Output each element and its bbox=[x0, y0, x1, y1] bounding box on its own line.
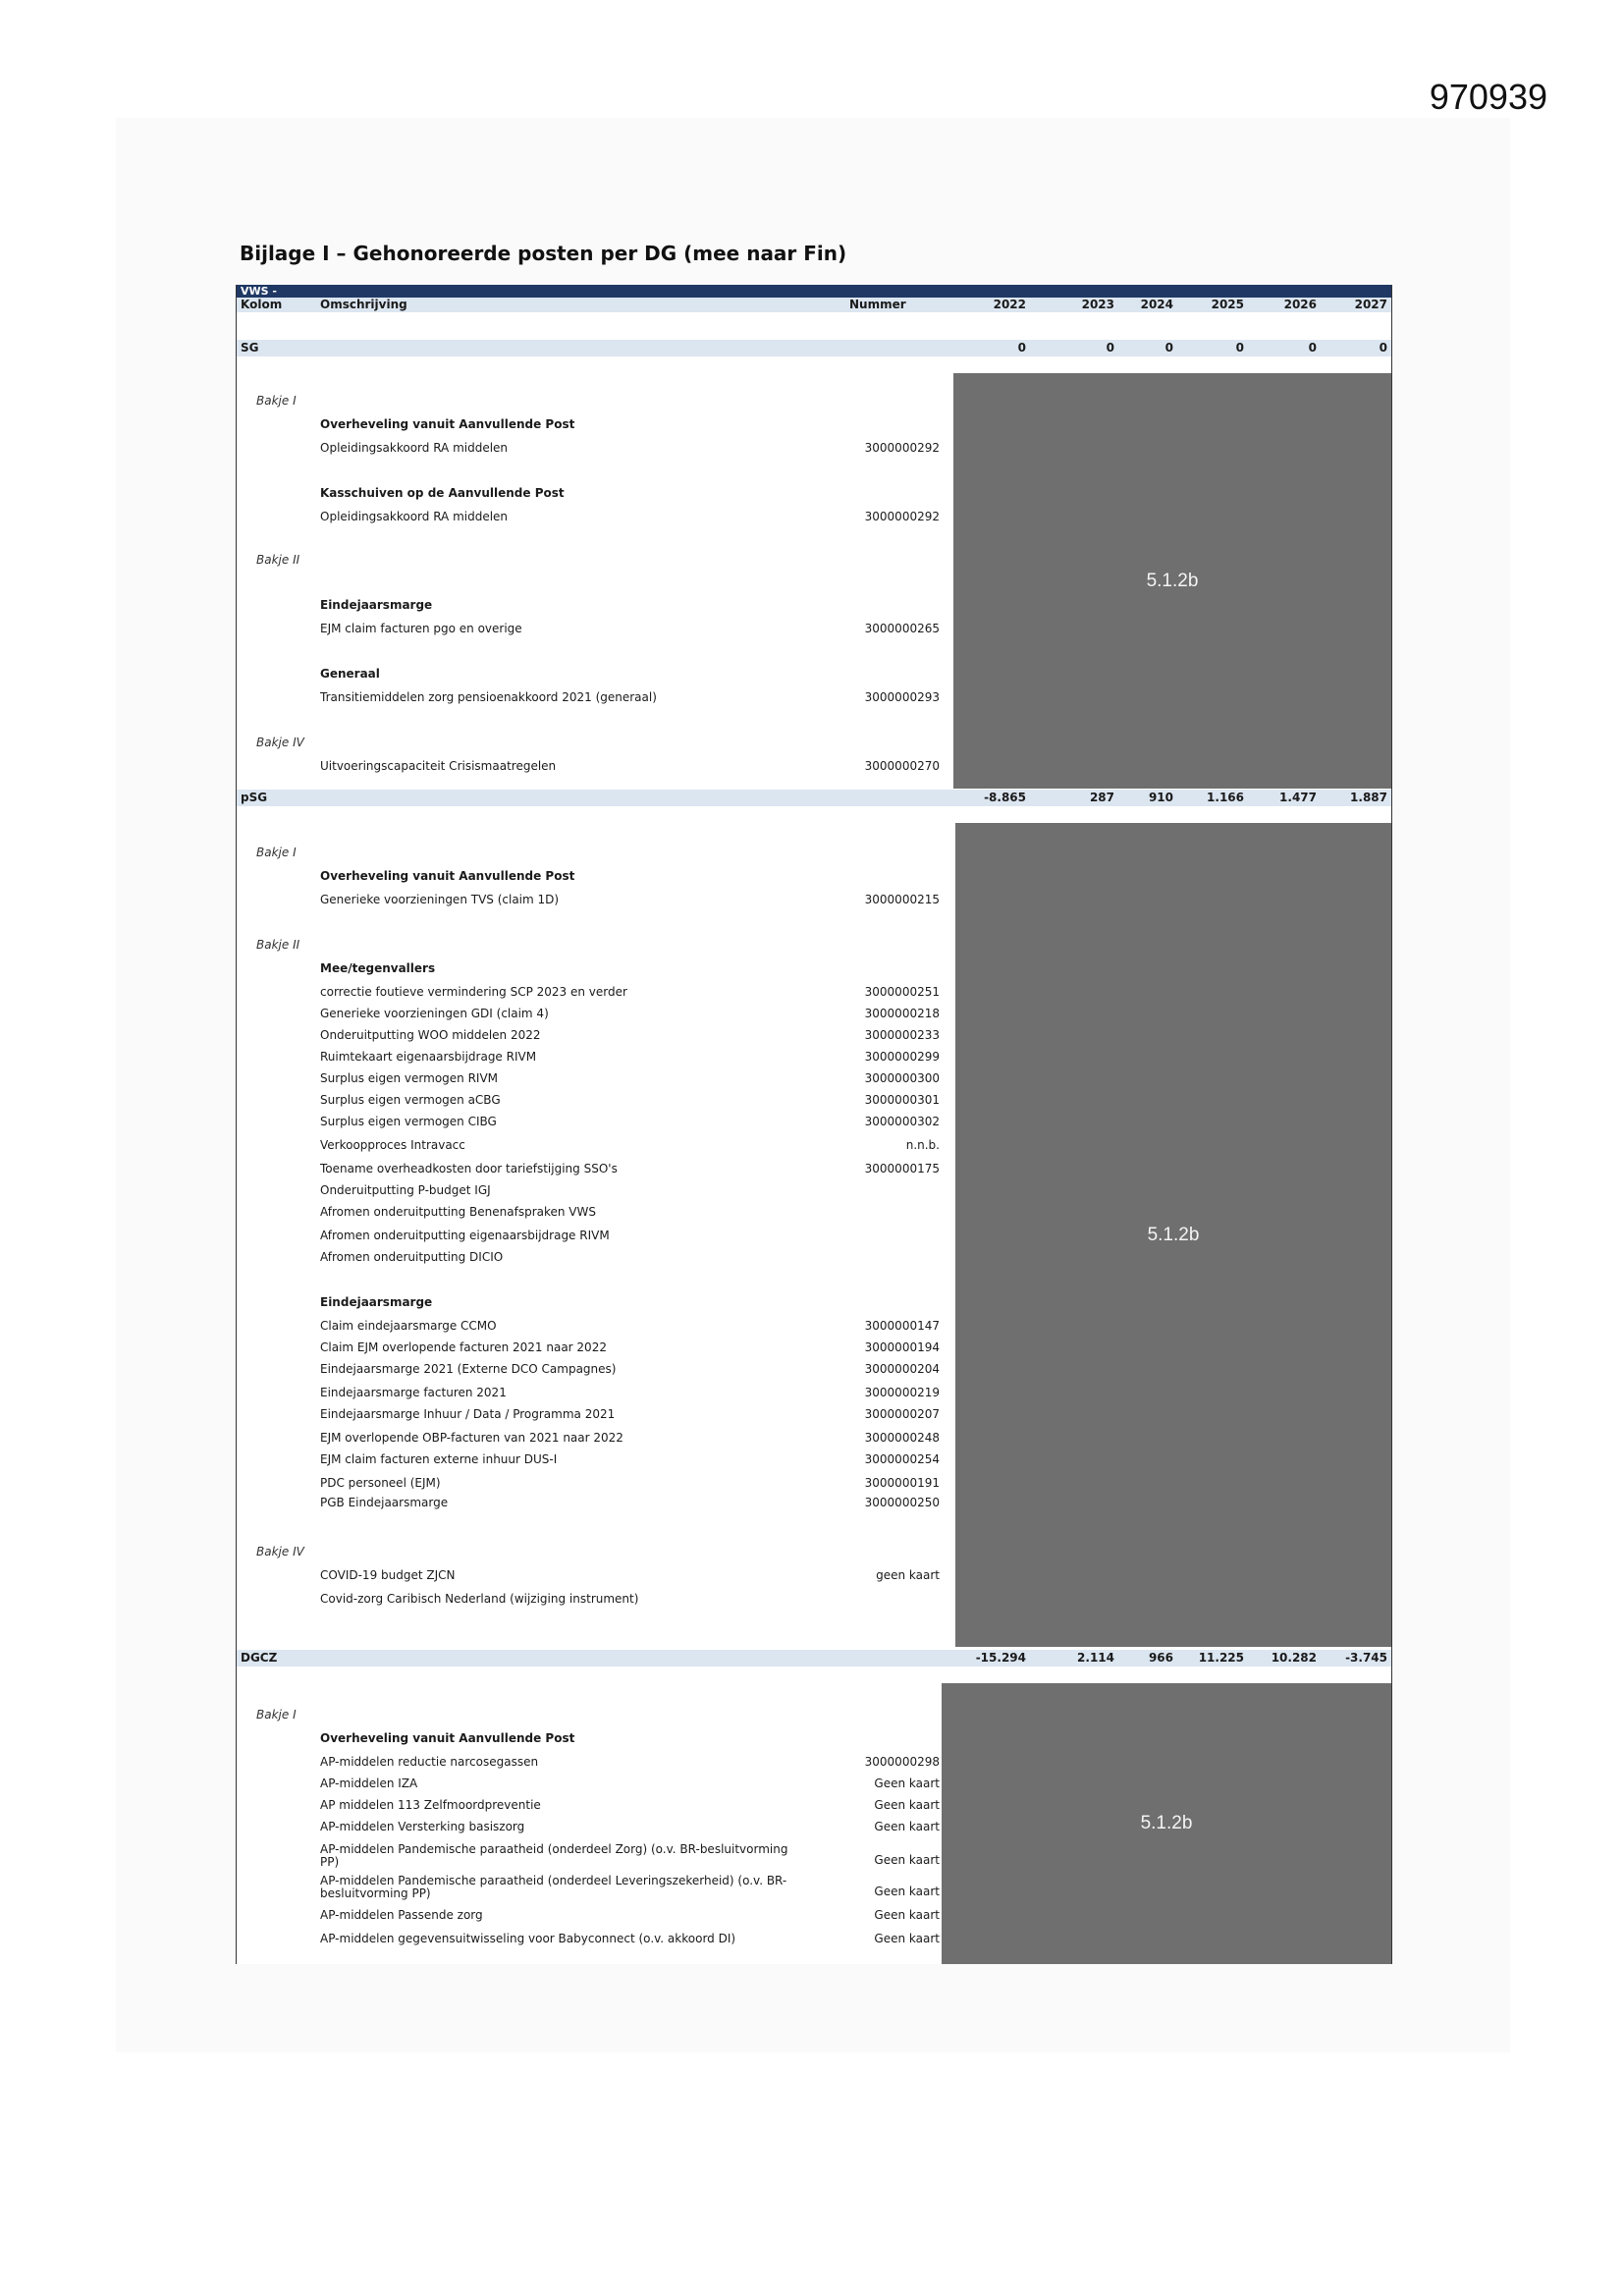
row-nummer: 3000000254 bbox=[864, 1452, 940, 1466]
row-description: COVID-19 budget ZJCN bbox=[320, 1568, 456, 1582]
row-nummer: 3000000194 bbox=[864, 1340, 940, 1354]
section-total-2022: 0 bbox=[1017, 341, 1026, 355]
row-nummer: Geen kaart bbox=[874, 1885, 940, 1898]
row-description: Generieke voorzieningen GDI (claim 4) bbox=[320, 1007, 549, 1020]
row-description: PDC personeel (EJM) bbox=[320, 1476, 441, 1490]
row-nummer: 3000000219 bbox=[864, 1386, 940, 1399]
row-nummer: 3000000250 bbox=[864, 1496, 940, 1509]
table-header-row bbox=[237, 298, 1391, 312]
header-year-2023: 2023 bbox=[1081, 298, 1114, 311]
bakje-text: Bakje I bbox=[256, 846, 297, 859]
row-description: correctie foutieve vermindering SCP 2023 en verder bbox=[320, 985, 627, 999]
section-name: SG bbox=[241, 341, 259, 355]
row-nummer: 3000000298 bbox=[864, 1755, 940, 1769]
row-nummer: geen kaart bbox=[876, 1568, 940, 1582]
redaction-label: 5.1.2b bbox=[1146, 570, 1199, 591]
group-text: Overheveling vanuit Aanvullende Post bbox=[320, 417, 575, 431]
row-description: Surplus eigen vermogen aCBG bbox=[320, 1093, 501, 1107]
row-description: Toename overheadkosten door tariefstijging SSO's bbox=[320, 1162, 618, 1175]
row-description: Opleidingsakkoord RA middelen bbox=[320, 441, 509, 455]
row-description: Onderuitputting P-budget IGJ bbox=[320, 1183, 491, 1197]
row-description: Afromen onderuitputting eigenaarsbijdrage RIVM bbox=[320, 1229, 610, 1242]
document-id: 970939 bbox=[1429, 77, 1547, 117]
row-nummer: 3000000292 bbox=[864, 510, 940, 523]
row-description: Eindejaarsmarge Inhuur / Data / Programma 2021 bbox=[320, 1407, 616, 1421]
row-nummer: Geen kaart bbox=[874, 1853, 940, 1867]
section-total-2026: 0 bbox=[1308, 341, 1317, 355]
row-nummer: 3000000147 bbox=[864, 1319, 940, 1333]
section-name: DGCZ bbox=[241, 1651, 278, 1665]
section-total-2025: 1.166 bbox=[1207, 791, 1244, 804]
row-description: Eindejaarsmarge facturen 2021 bbox=[320, 1386, 507, 1399]
bakje-text: Bakje II bbox=[256, 938, 300, 952]
section-total-2026: 10.282 bbox=[1271, 1651, 1317, 1665]
bakje-text: Bakje IV bbox=[256, 1545, 304, 1558]
row-description: AP-middelen IZA bbox=[320, 1777, 418, 1790]
section-total-2027: 1.887 bbox=[1350, 791, 1387, 804]
section-total-2023: 2.114 bbox=[1077, 1651, 1114, 1665]
section-total-2024: 966 bbox=[1148, 1651, 1173, 1665]
row-description: Ruimtekaart eigenaarsbijdrage RIVM bbox=[320, 1050, 537, 1064]
section-row-psg bbox=[237, 790, 1391, 806]
row-nummer: n.n.b. bbox=[905, 1138, 940, 1152]
redaction-block-psg bbox=[955, 823, 1391, 1647]
row-description: Surplus eigen vermogen CIBG bbox=[320, 1115, 497, 1128]
row-description: Covid-zorg Caribisch Nederland (wijziging instrument) bbox=[320, 1592, 639, 1606]
section-total-2023: 287 bbox=[1089, 791, 1114, 804]
section-total-2022: -15.294 bbox=[975, 1651, 1026, 1665]
group-text: Overheveling vanuit Aanvullende Post bbox=[320, 869, 575, 883]
redaction-label: 5.1.2b bbox=[1140, 1813, 1193, 1833]
row-nummer: 3000000248 bbox=[864, 1431, 940, 1445]
header-year-2022: 2022 bbox=[993, 298, 1026, 311]
row-description: PGB Eindejaarsmarge bbox=[320, 1496, 449, 1509]
row-nummer: 3000000215 bbox=[864, 893, 940, 906]
bakje-text: Bakje IV bbox=[256, 736, 304, 749]
row-nummer: Geen kaart bbox=[874, 1820, 940, 1833]
row-nummer: 3000000191 bbox=[864, 1476, 940, 1490]
row-nummer: 3000000299 bbox=[864, 1050, 940, 1064]
row-description: Onderuitputting WOO middelen 2022 bbox=[320, 1028, 541, 1042]
header-kolom: Kolom bbox=[241, 298, 283, 311]
row-nummer: 3000000218 bbox=[864, 1007, 940, 1020]
bakje-text: Bakje I bbox=[256, 394, 297, 408]
row-nummer: 3000000270 bbox=[864, 759, 940, 773]
group-text: Overheveling vanuit Aanvullende Post bbox=[320, 1731, 575, 1745]
section-row-dgcz bbox=[237, 1650, 1391, 1667]
section-total-2022: -8.865 bbox=[984, 791, 1026, 804]
section-total-2026: 1.477 bbox=[1279, 791, 1317, 804]
row-nummer: Geen kaart bbox=[874, 1777, 940, 1790]
section-total-2027: 0 bbox=[1379, 341, 1387, 355]
group-text: Kasschuiven op de Aanvullende Post bbox=[320, 486, 565, 500]
row-nummer: 3000000251 bbox=[864, 985, 940, 999]
row-nummer: 3000000233 bbox=[864, 1028, 940, 1042]
row-description: EJM claim facturen pgo en overige bbox=[320, 622, 522, 635]
header-year-2025: 2025 bbox=[1211, 298, 1244, 311]
section-name: pSG bbox=[241, 791, 268, 804]
row-description: EJM overlopende OBP-facturen van 2021 naar 2022 bbox=[320, 1431, 623, 1445]
budget-table bbox=[236, 285, 1392, 1964]
section-total-2025: 11.225 bbox=[1198, 1651, 1244, 1665]
section-total-2023: 0 bbox=[1106, 341, 1114, 355]
row-description: EJM claim facturen externe inhuur DUS-I bbox=[320, 1452, 558, 1466]
row-nummer: Geen kaart bbox=[874, 1798, 940, 1812]
row-description: AP-middelen Versterking basiszorg bbox=[320, 1820, 525, 1833]
row-nummer: 3000000302 bbox=[864, 1115, 940, 1128]
row-description: AP-middelen Pandemische paraatheid (onderdeel Leveringszekerheid) (o.v. BR- bbox=[320, 1874, 787, 1887]
row-description: Uitvoeringscapaciteit Crisismaatregelen bbox=[320, 759, 557, 773]
row-nummer: 3000000300 bbox=[864, 1071, 940, 1085]
table-label: VWS - bbox=[237, 285, 1391, 298]
group-text: Eindejaarsmarge bbox=[320, 598, 433, 612]
redaction-block-sg bbox=[953, 373, 1391, 789]
row-description: Opleidingsakkoord RA middelen bbox=[320, 510, 509, 523]
header-year-2026: 2026 bbox=[1283, 298, 1317, 311]
redaction-block-dgcz bbox=[942, 1683, 1391, 1964]
row-description: Claim EJM overlopende facturen 2021 naar 2022 bbox=[320, 1340, 607, 1354]
row-nummer: 3000000293 bbox=[864, 690, 940, 704]
row-description-cont: PP) bbox=[320, 1855, 340, 1869]
section-row-sg bbox=[237, 340, 1391, 356]
row-description: Transitiemiddelen zorg pensioenakkoord 2021 (generaal) bbox=[320, 690, 657, 704]
row-nummer: Geen kaart bbox=[874, 1908, 940, 1922]
row-nummer: 3000000207 bbox=[864, 1407, 940, 1421]
group-text: Mee/tegenvallers bbox=[320, 961, 436, 975]
row-nummer: Geen kaart bbox=[874, 1932, 940, 1945]
row-nummer: 3000000175 bbox=[864, 1162, 940, 1175]
row-description: Claim eindejaarsmarge CCMO bbox=[320, 1319, 497, 1333]
section-total-2027: -3.745 bbox=[1345, 1651, 1387, 1665]
row-nummer: 3000000292 bbox=[864, 441, 940, 455]
row-description: Eindejaarsmarge 2021 (Externe DCO Campagnes) bbox=[320, 1362, 617, 1376]
section-total-2024: 910 bbox=[1148, 791, 1173, 804]
row-description: AP-middelen Pandemische paraatheid (onderdeel Zorg) (o.v. BR-besluitvorming bbox=[320, 1842, 788, 1856]
page-title: Bijlage I – Gehonoreerde posten per DG (mee naar Fin) bbox=[240, 242, 847, 265]
row-description: AP-middelen gegevensuitwisseling voor Babyconnect (o.v. akkoord DI) bbox=[320, 1932, 736, 1945]
row-description: Surplus eigen vermogen RIVM bbox=[320, 1071, 499, 1085]
row-nummer: 3000000265 bbox=[864, 622, 940, 635]
row-description-cont: besluitvorming PP) bbox=[320, 1886, 431, 1900]
header-nummer: Nummer bbox=[849, 298, 906, 311]
header-omschrijving: Omschrijving bbox=[320, 298, 407, 311]
bakje-text: Bakje II bbox=[256, 553, 300, 567]
section-total-2025: 0 bbox=[1235, 341, 1244, 355]
redaction-label: 5.1.2b bbox=[1147, 1224, 1200, 1245]
row-description: AP-middelen Passende zorg bbox=[320, 1908, 483, 1922]
header-year-2027: 2027 bbox=[1354, 298, 1387, 311]
header-year-2024: 2024 bbox=[1140, 298, 1173, 311]
row-nummer: 3000000204 bbox=[864, 1362, 940, 1376]
group-text: Eindejaarsmarge bbox=[320, 1295, 433, 1309]
row-description: AP-middelen reductie narcosegassen bbox=[320, 1755, 539, 1769]
row-nummer: 3000000301 bbox=[864, 1093, 940, 1107]
section-total-2024: 0 bbox=[1164, 341, 1173, 355]
row-description: AP middelen 113 Zelfmoordpreventie bbox=[320, 1798, 541, 1812]
row-description: Afromen onderuitputting Benenafspraken VWS bbox=[320, 1205, 596, 1219]
row-description: Afromen onderuitputting DICIO bbox=[320, 1250, 504, 1264]
row-description: Generieke voorzieningen TVS (claim 1D) bbox=[320, 893, 560, 906]
group-text: Generaal bbox=[320, 667, 380, 681]
bakje-text: Bakje I bbox=[256, 1708, 297, 1722]
row-description: Verkoopproces Intravacc bbox=[320, 1138, 465, 1152]
